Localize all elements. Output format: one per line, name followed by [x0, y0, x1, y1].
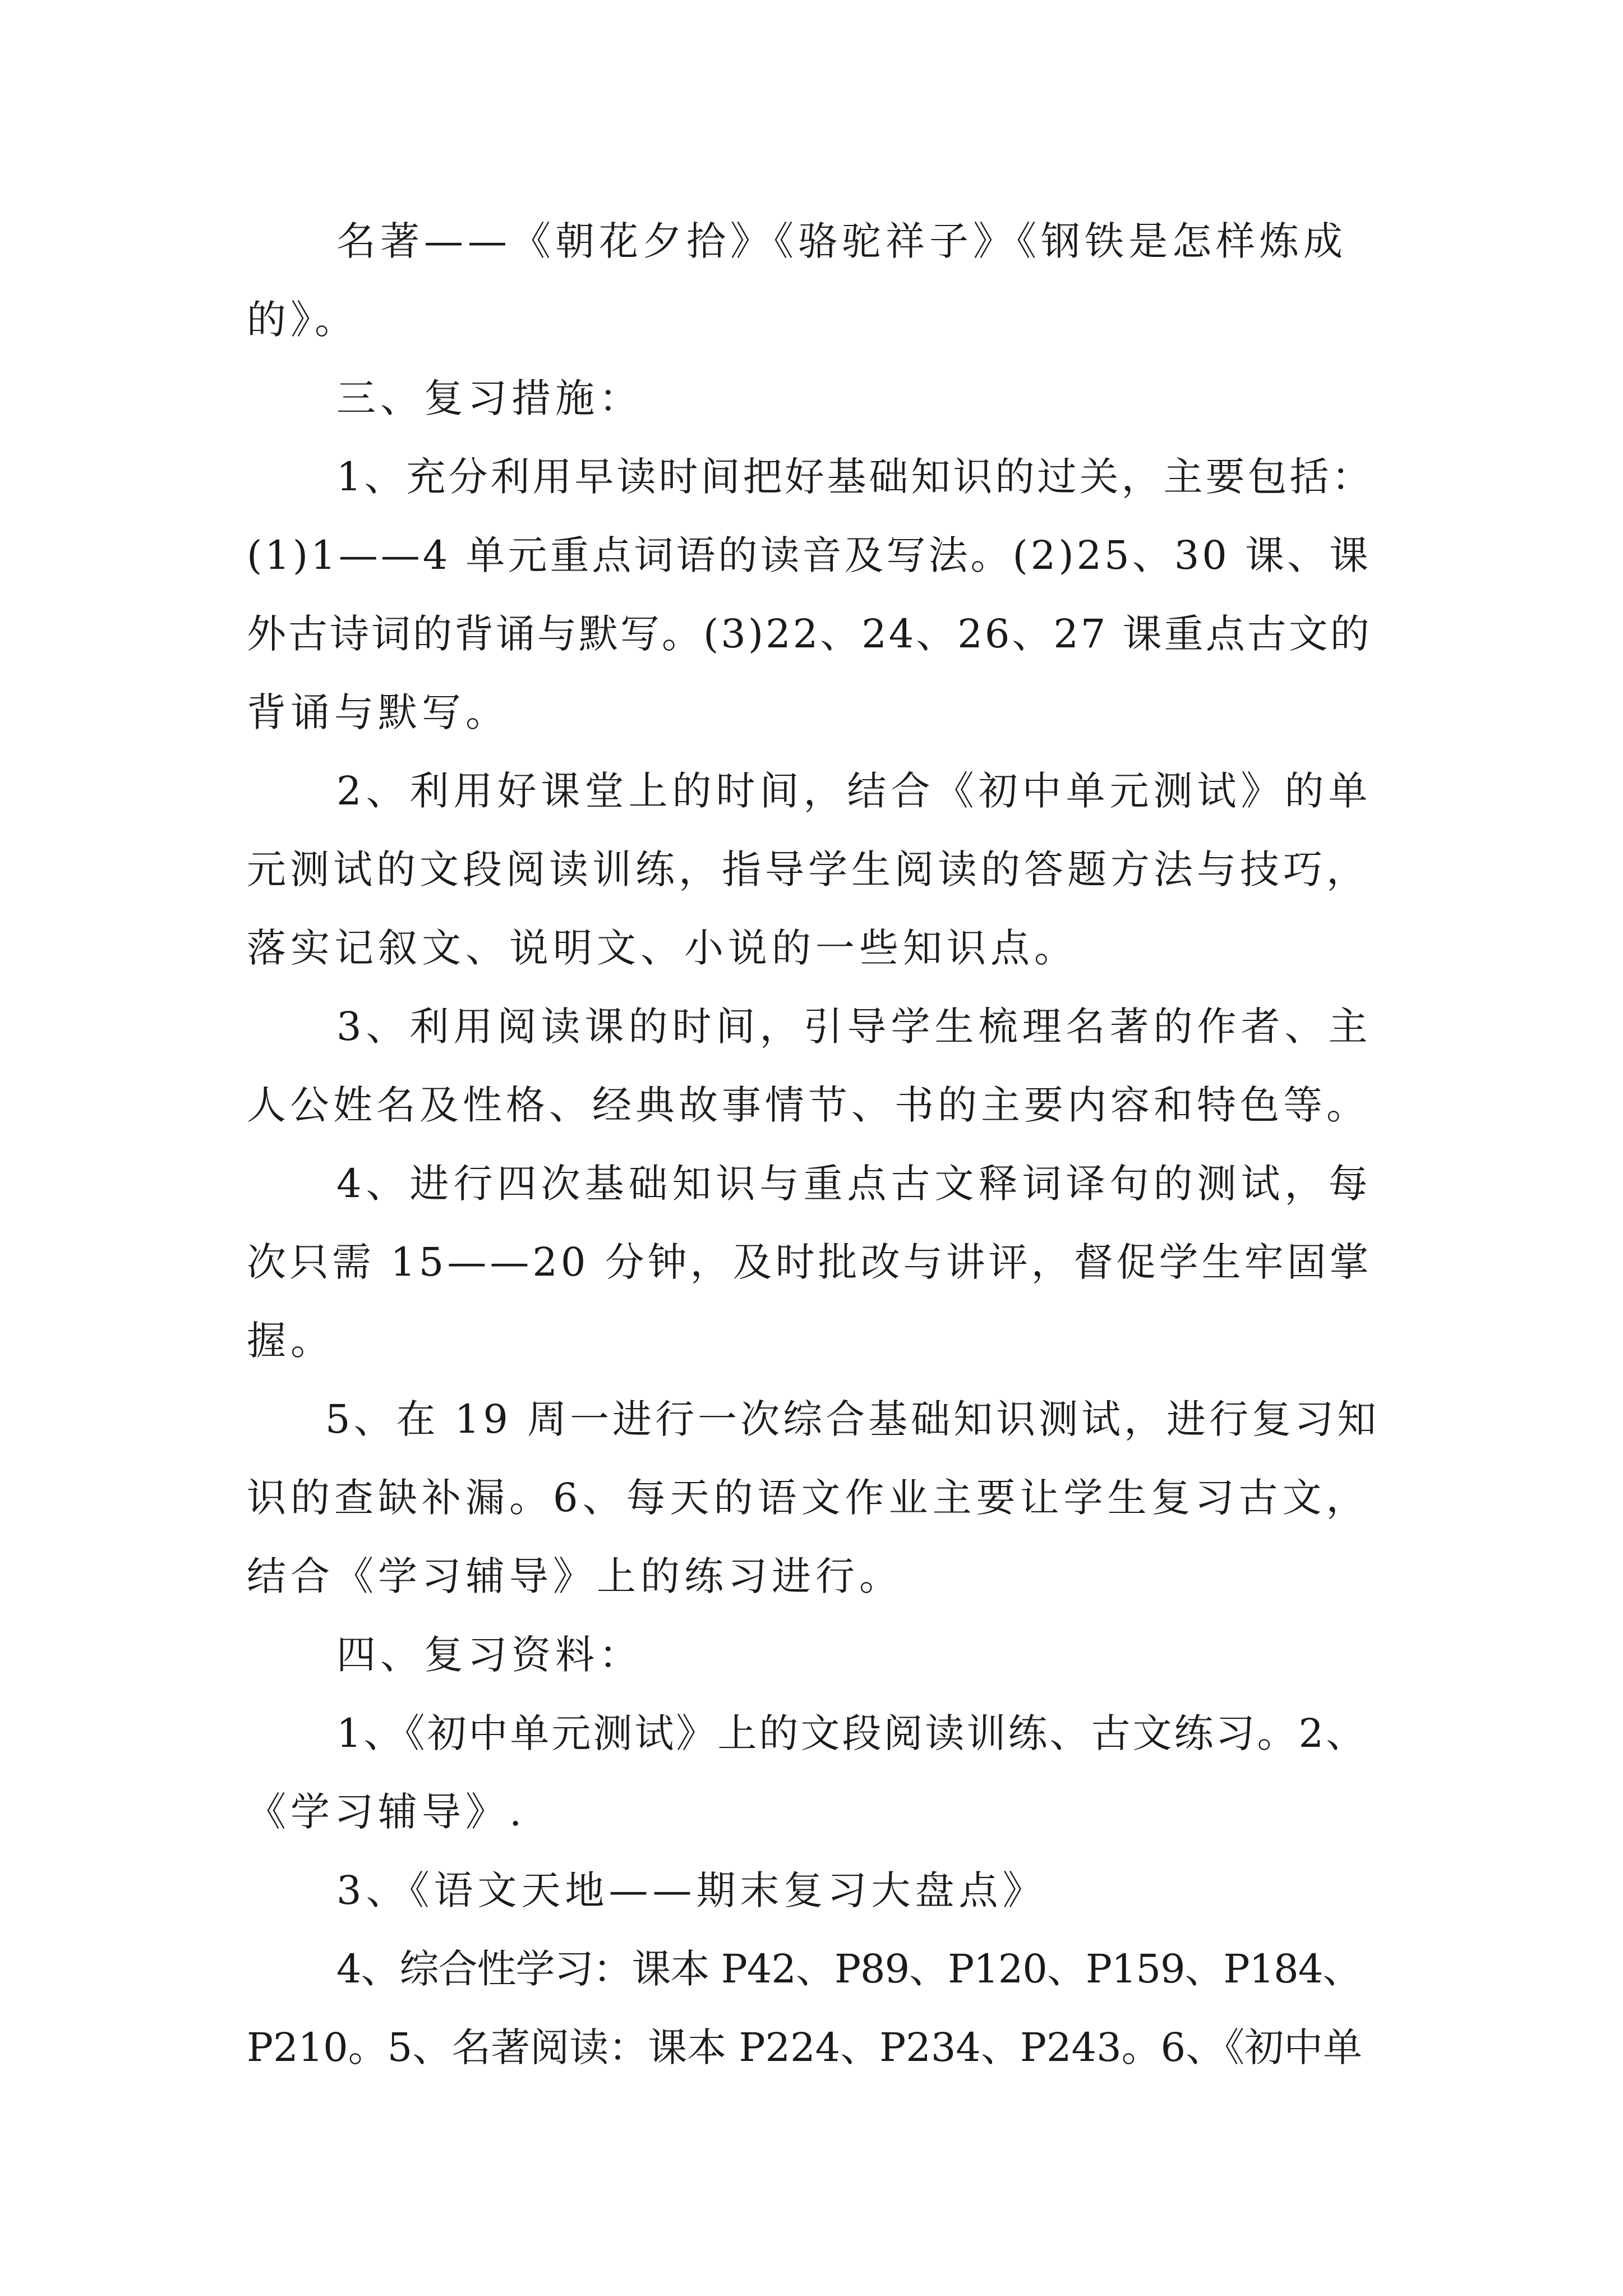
text-line: 5、在 19 周一进行一次综合基础知识测试，进行复习知	[325, 1396, 1380, 1442]
text-line: 4、进行四次基础知识与重点古文释词译句的测试，每	[336, 1161, 1372, 1207]
text-line: 名著——《朝花夕拾》《骆驼祥子》《钢铁是怎样炼成	[336, 218, 1347, 264]
text-line: 次只需 15——20 分钟，及时批改与讲评，督促学生牢固掌	[247, 1239, 1372, 1285]
text-line: 识的查缺补漏。6、每天的语文作业主要让学生复习古文，	[247, 1475, 1370, 1521]
text-line: 背诵与默写。	[247, 689, 509, 735]
text-line: 结合《学习辅导》上的练习进行。	[247, 1553, 903, 1599]
section-heading-measures: 三、复习措施：	[336, 375, 643, 421]
text-line: 的》。	[247, 297, 358, 343]
text-line: 4、综合性学习：课本 P42、P89、P120、P159、P184、	[336, 1946, 1362, 1992]
text-line: 1、充分利用早读时间把好基础知识的过关，主要包括：	[336, 454, 1374, 500]
text-line: 人公姓名及性格、经典故事情节、书的主要内容和特色等。	[247, 1082, 1370, 1128]
text-line: 1、《初中单元测试》上的文段阅读训练、古文练习。2、	[336, 1710, 1368, 1756]
text-line: 落实记叙文、说明文、小说的一些知识点。	[247, 925, 1078, 971]
text-line: 2、利用好课堂上的时间，结合《初中单元测试》的单	[336, 768, 1372, 814]
text-line: P210。5、名著阅读：课本 P224、P234、P243。6、《初中单	[247, 2024, 1363, 2070]
text-line: 握。	[247, 1318, 334, 1364]
text-line: 3、利用阅读课的时间，引导学生梳理名著的作者、主	[336, 1004, 1372, 1050]
text-line: 3、《语文天地——期末复习大盘点》	[336, 1867, 1046, 1913]
text-line: 《学习辅导》.	[247, 1789, 527, 1835]
section-heading-materials: 四、复习资料：	[336, 1632, 643, 1678]
text-line: (1)1——4 单元重点词语的读音及写法。(2)25、30 课、课	[247, 532, 1372, 578]
text-line: 外古诗词的背诵与默写。(3)22、24、26、27 课重点古文的	[247, 611, 1372, 657]
text-line: 元测试的文段阅读训练，指导学生阅读的答题方法与技巧，	[247, 846, 1370, 892]
